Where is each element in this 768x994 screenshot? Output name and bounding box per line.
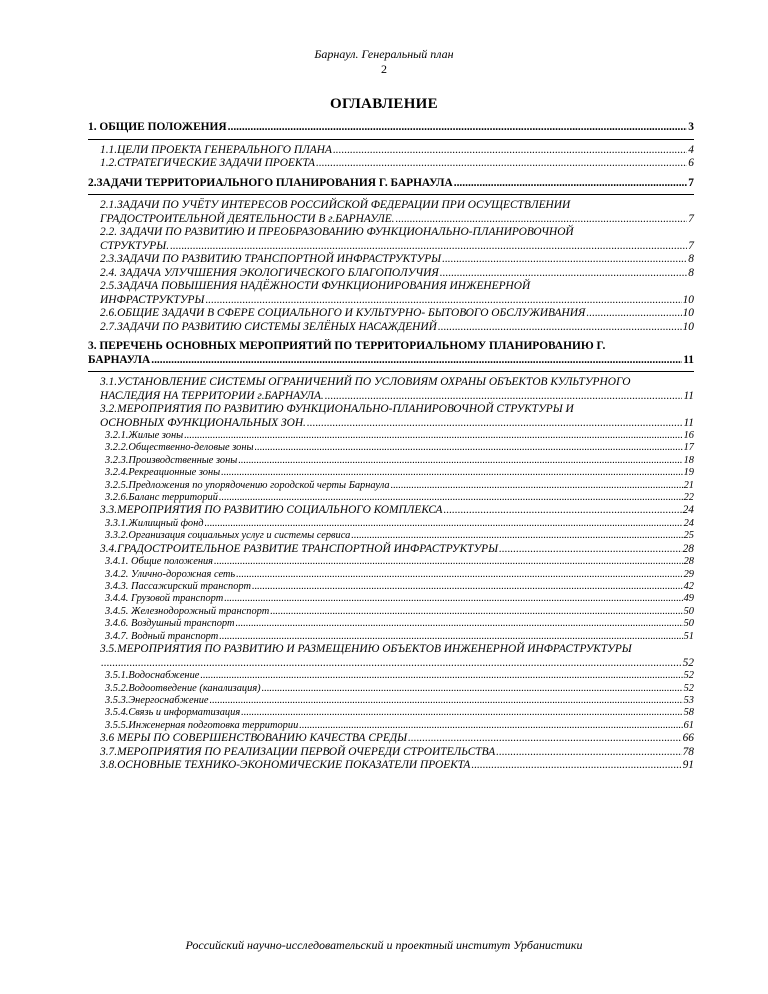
dot-leader bbox=[307, 417, 683, 431]
dot-leader bbox=[391, 480, 683, 492]
running-header-title: Барнаул. Генеральный план bbox=[314, 47, 454, 61]
toc-entry-page: 28 bbox=[683, 556, 694, 568]
toc-entry-title-line: 3.2.МЕРОПРИЯТИЯ ПО РАЗВИТИЮ ФУНКЦИОНАЛЬНО-ПЛАНИРОВОЧНОЙ СТРУКТУРЫ И bbox=[100, 403, 574, 415]
dot-leader bbox=[205, 518, 683, 530]
dot-leader bbox=[471, 759, 681, 773]
toc-entry[interactable] bbox=[88, 556, 694, 568]
toc-entry-title: 3.8.ОСНОВНЫЕ ТЕХНИКО-ЭКОНОМИЧЕСКИЕ ПОКАЗАТЕЛИ ПРОЕКТА bbox=[100, 759, 471, 772]
toc-entry-page: 4 bbox=[688, 143, 694, 156]
toc-entry-title: БАРНАУЛА bbox=[88, 353, 151, 366]
toc-entry[interactable] bbox=[88, 403, 694, 430]
toc-entry-title: 3.4.2. Улично-дорожная сеть bbox=[105, 568, 236, 580]
toc-entry[interactable] bbox=[88, 606, 694, 618]
toc-entry-page: 21 bbox=[683, 479, 694, 491]
dot-leader bbox=[228, 121, 688, 135]
toc-entry-page: 11 bbox=[683, 353, 694, 366]
toc-entry-page: 18 bbox=[683, 454, 694, 466]
dot-leader bbox=[151, 354, 682, 368]
toc-entry-title: 3.5.3.Энергоснабжение bbox=[105, 694, 209, 706]
dot-leader bbox=[219, 631, 682, 643]
toc-entry[interactable] bbox=[88, 695, 694, 707]
toc-entry[interactable] bbox=[88, 280, 694, 307]
toc-entry[interactable] bbox=[88, 121, 694, 140]
dot-leader bbox=[235, 618, 682, 630]
toc-entry-title: 2.6.ОБЩИЕ ЗАДАЧИ В СФЕРЕ СОЦИАЛЬНОГО И КУЛЬТУРНО- БЫТОВОГО ОБСЛУЖИВАНИЯ bbox=[100, 307, 586, 319]
toc-entry-title: 3.3.1.Жилищный фонд bbox=[105, 517, 204, 529]
dot-leader bbox=[408, 732, 682, 746]
toc-entry[interactable] bbox=[88, 157, 694, 171]
dot-leader bbox=[219, 492, 683, 504]
dot-leader bbox=[210, 695, 683, 707]
toc-entry-title-line: 2.5.ЗАДАЧА ПОВЫШЕНИЯ НАДЁЖНОСТИ ФУНКЦИОНИРОВАНИЯ ИНЖЕНЕРНОЙ bbox=[100, 280, 531, 292]
toc-entry-title-line: 3.1.УСТАНОВЛЕНИЕ СИСТЕМЫ ОГРАНИЧЕНИЙ ПО УСЛОВИЯМ ОХРАНЫ ОБЪЕКТОВ КУЛЬТУРНОГО bbox=[100, 376, 631, 388]
toc-entry-title: 3.7.МЕРОПРИЯТИЯ ПО РЕАЛИЗАЦИИ ПЕРВОЙ ОЧЕРЕДИ СТРОИТЕЛЬСТВА bbox=[100, 745, 496, 758]
dot-leader bbox=[396, 213, 688, 227]
toc-entry[interactable] bbox=[88, 631, 694, 643]
toc-entry-title: 3.4.5. Железнодорожный транспорт bbox=[105, 605, 270, 617]
toc-entry[interactable] bbox=[88, 720, 694, 732]
toc-entry-page: 16 bbox=[683, 430, 694, 441]
toc-entry-title: 3.2.5.Предложения по упорядочению городской черты Барнаула bbox=[105, 479, 390, 491]
dot-leader bbox=[442, 253, 687, 267]
toc-entry-page: 29 bbox=[683, 568, 694, 580]
dot-leader bbox=[236, 569, 682, 581]
dot-leader bbox=[586, 307, 681, 321]
toc-entry[interactable] bbox=[88, 759, 694, 773]
toc-entry[interactable] bbox=[88, 199, 694, 226]
toc-entry-page: 10 bbox=[682, 307, 694, 319]
toc-entry[interactable] bbox=[88, 543, 694, 557]
dot-leader bbox=[262, 683, 683, 695]
toc-entry-title: 3.4.7. Водный транспорт bbox=[105, 630, 219, 642]
dot-leader bbox=[499, 543, 682, 557]
toc-entry-page: 7 bbox=[688, 239, 694, 252]
dot-leader bbox=[316, 157, 687, 171]
toc-entry-page: 49 bbox=[683, 593, 694, 605]
toc-entry-page: 50 bbox=[683, 605, 694, 617]
toc-entry[interactable] bbox=[88, 455, 694, 467]
toc-entry[interactable] bbox=[88, 518, 694, 530]
toc-entry-page: 50 bbox=[683, 618, 694, 630]
toc-entry[interactable] bbox=[88, 683, 694, 695]
dot-leader bbox=[184, 430, 682, 442]
toc-entry-title: 2.4. ЗАДАЧА УЛУЧШЕНИЯ ЭКОЛОГИЧЕСКОГО БЛАГОПОЛУЧИЯ bbox=[100, 266, 439, 279]
dot-leader bbox=[299, 720, 682, 732]
dot-leader bbox=[101, 657, 682, 671]
toc-entry[interactable] bbox=[88, 618, 694, 630]
dot-leader bbox=[351, 530, 682, 542]
toc-entry-title: 3.2.4.Рекреационные зоны bbox=[105, 467, 221, 479]
toc-entry-title: 3.2.1.Жилые зоны bbox=[105, 430, 184, 441]
toc-entry-title: 3.4.1. Общие положения bbox=[105, 556, 214, 568]
toc-entry-page: 53 bbox=[683, 694, 694, 706]
dot-leader bbox=[214, 556, 683, 568]
toc-entry-page: 3 bbox=[688, 121, 694, 133]
toc-entry[interactable] bbox=[88, 504, 694, 518]
toc-entry-title: 3.4.6. Воздушный транспорт bbox=[105, 618, 235, 630]
toc-entry-title: 3.2.6.Баланс территорий bbox=[105, 492, 218, 504]
toc-entry-title: 3.5.1.Водоснабжение bbox=[105, 670, 200, 682]
toc-entry[interactable] bbox=[88, 530, 694, 542]
toc-entry[interactable] bbox=[88, 144, 694, 158]
toc-entry-title: 3.5.4.Связь и информатизация bbox=[105, 707, 241, 719]
dot-leader bbox=[221, 467, 682, 479]
dot-leader bbox=[496, 746, 681, 760]
toc-entry-page: 51 bbox=[683, 630, 694, 642]
toc-entry-page: 7 bbox=[688, 176, 694, 189]
toc-entry-title: 1. ОБЩИЕ ПОЛОЖЕНИЯ bbox=[88, 121, 227, 133]
toc-entry[interactable] bbox=[88, 492, 694, 504]
toc-entry-title: 3.3.2.Организация социальных услуг и системы сервиса bbox=[105, 530, 351, 542]
toc-entry-title: ГРАДОСТРОИТЕЛЬНОЙ ДЕЯТЕЛЬНОСТИ В г.БАРНАУЛЕ. bbox=[100, 212, 395, 225]
toc-entry-page: 52 bbox=[683, 670, 694, 682]
dot-leader bbox=[440, 267, 688, 281]
dot-leader bbox=[170, 240, 687, 254]
toc-entry-title: 3.5.2.Водоотведение (канализация) bbox=[105, 682, 261, 694]
dot-leader bbox=[333, 144, 687, 158]
toc-entry[interactable] bbox=[88, 376, 694, 403]
toc-entry[interactable] bbox=[88, 746, 694, 760]
toc-entry-title: 3.5.5.Инженерная подготовка территории bbox=[105, 719, 299, 731]
toc-entry[interactable] bbox=[88, 643, 694, 670]
dot-leader bbox=[238, 455, 682, 467]
toc-entry-title: СТРУКТУРЫ. bbox=[100, 239, 170, 252]
toc-entry[interactable] bbox=[88, 267, 694, 281]
toc-entry-page: 58 bbox=[683, 707, 694, 719]
toc-entry-page: 52 bbox=[683, 682, 694, 694]
toc-title: ОГЛАВЛЕНИЕ bbox=[330, 96, 438, 112]
dot-leader bbox=[454, 177, 688, 191]
toc-entry-page: 24 bbox=[683, 517, 694, 529]
toc-entry-page: 28 bbox=[682, 542, 694, 555]
toc-entry-page: 7 bbox=[688, 212, 694, 225]
toc-entry[interactable] bbox=[88, 177, 694, 196]
toc-entry-page: 19 bbox=[683, 467, 694, 479]
dot-leader bbox=[200, 670, 682, 682]
toc-entry[interactable] bbox=[88, 467, 694, 479]
toc-entry-page: 22 bbox=[683, 492, 694, 504]
toc-entry[interactable] bbox=[88, 569, 694, 581]
toc-entry[interactable] bbox=[88, 732, 694, 746]
toc-entry-title: 3.2.2.Общественно-деловые зоны bbox=[105, 442, 254, 454]
toc-entry-page: 11 bbox=[683, 416, 694, 429]
toc-entry-page: 61 bbox=[683, 719, 694, 731]
toc-entry-page: 10 bbox=[682, 320, 694, 333]
toc-entry-title: ОСНОВНЫХ ФУНКЦИОНАЛЬНЫХ ЗОН. bbox=[100, 416, 306, 429]
toc-entry[interactable] bbox=[88, 226, 694, 253]
toc-entry-title: 3.4.ГРАДОСТРОИТЕЛЬНОЕ РАЗВИТИЕ ТРАНСПОРТНОЙ ИНФРАСТРУКТУРЫ bbox=[100, 542, 499, 555]
toc-entry[interactable] bbox=[88, 253, 694, 267]
toc-entry-page: 24 bbox=[682, 504, 694, 517]
dot-leader bbox=[205, 294, 681, 308]
toc-entry-page: 17 bbox=[683, 442, 694, 454]
toc-entry-title: НАСЛЕДИЯ НА ТЕРРИТОРИИ г.БАРНАУЛА. bbox=[100, 389, 324, 402]
toc-entry[interactable] bbox=[88, 581, 694, 593]
toc-entry-title: 3.4.3. Пассажирский транспорт bbox=[105, 581, 251, 593]
toc-entry-title: 1.2.СТРАТЕГИЧЕСКИЕ ЗАДАЧИ ПРОЕКТА bbox=[100, 157, 316, 169]
toc-entry-page: 10 bbox=[682, 293, 694, 306]
dot-leader bbox=[224, 593, 682, 605]
toc-entry[interactable] bbox=[88, 430, 694, 442]
toc-entry-page: 8 bbox=[688, 253, 694, 265]
toc-entry-page: 42 bbox=[683, 581, 694, 593]
toc-entry-page: 25 bbox=[683, 530, 694, 542]
toc-entry-title: ИНФРАСТРУКТУРЫ bbox=[100, 293, 205, 306]
running-footer: Российский научно-исследовательский и проектный институт Урбанистики bbox=[185, 938, 583, 952]
dot-leader bbox=[252, 581, 683, 593]
dot-leader bbox=[270, 606, 682, 618]
dot-leader bbox=[255, 442, 683, 454]
dot-leader bbox=[444, 504, 682, 518]
toc-entry-page: 66 bbox=[682, 732, 694, 745]
toc-entry[interactable] bbox=[88, 670, 694, 682]
toc-entry-title-line: 2.2. ЗАДАЧИ ПО РАЗВИТИЮ И ПРЕОБРАЗОВАНИЮ ФУНКЦИОНАЛЬНО-ПЛАНИРОВОЧНОЙ bbox=[100, 226, 574, 238]
toc-entry-title-line: 2.1.ЗАДАЧИ ПО УЧЁТУ ИНТЕРЕСОВ РОССИЙСКОЙ ФЕДЕРАЦИИ ПРИ ОСУЩЕСТВЛЕНИИ bbox=[100, 199, 571, 211]
toc-entry-page: 78 bbox=[682, 745, 694, 758]
toc-entry-title: 1.1.ЦЕЛИ ПРОЕКТА ГЕНЕРАЛЬНОГО ПЛАНА bbox=[100, 143, 332, 156]
toc-entry-page: 6 bbox=[688, 157, 694, 169]
toc-entry[interactable] bbox=[88, 442, 694, 454]
toc-entry-title: 2.7.ЗАДАЧИ ПО РАЗВИТИЮ СИСТЕМЫ ЗЕЛЁНЫХ НАСАЖДЕНИЙ bbox=[100, 320, 437, 333]
toc-entry[interactable] bbox=[88, 340, 694, 372]
toc-entry[interactable] bbox=[88, 321, 694, 335]
toc-entry-page: 52 bbox=[682, 656, 694, 669]
page-number: 2 bbox=[381, 62, 387, 76]
toc-entry[interactable] bbox=[88, 593, 694, 605]
toc-entry-title: 2.3.ЗАДАЧИ ПО РАЗВИТИЮ ТРАНСПОРТНОЙ ИНФРАСТРУКТУРЫ bbox=[100, 253, 442, 265]
toc-entry-title: 2.ЗАДАЧИ ТЕРРИТОРИАЛЬНОГО ПЛАНИРОВАНИЯ Г. БАРНАУЛА bbox=[88, 176, 453, 189]
toc-entry-page: 11 bbox=[683, 389, 694, 402]
toc-entry-title: 3.4.4. Грузовой транспорт bbox=[105, 593, 224, 605]
dot-leader bbox=[325, 390, 683, 404]
toc-entry-title: 3.6 МЕРЫ ПО СОВЕРШЕНСТВОВАНИЮ КАЧЕСТВА СРЕДЫ bbox=[100, 732, 408, 745]
toc-entry-page: 8 bbox=[688, 266, 694, 279]
toc-entry-title: 3.2.3.Производственные зоны bbox=[105, 454, 238, 466]
toc-entry-page: 91 bbox=[682, 759, 694, 772]
dot-leader bbox=[241, 707, 682, 719]
toc-entry[interactable] bbox=[88, 707, 694, 719]
dot-leader bbox=[438, 321, 682, 335]
table-of-contents bbox=[88, 121, 694, 773]
toc-entry-title: 3.3.МЕРОПРИЯТИЯ ПО РАЗВИТИЮ СОЦИАЛЬНОГО КОМПЛЕКСА bbox=[100, 504, 443, 517]
toc-entry-title-line: 3.5.МЕРОПРИЯТИЯ ПО РАЗВИТИЮ И РАЗМЕЩЕНИЮ ОБЪЕКТОВ ИНЖЕНЕРНОЙ ИНФРАСТРУКТУРЫ bbox=[100, 643, 632, 656]
toc-entry[interactable] bbox=[88, 480, 694, 492]
toc-entry-title-line: 3. ПЕРЕЧЕНЬ ОСНОВНЫХ МЕРОПРИЯТИЙ ПО ТЕРРИТОРИАЛЬНОМУ ПЛАНИРОВАНИЮ Г. bbox=[88, 340, 606, 352]
toc-entry[interactable] bbox=[88, 307, 694, 321]
